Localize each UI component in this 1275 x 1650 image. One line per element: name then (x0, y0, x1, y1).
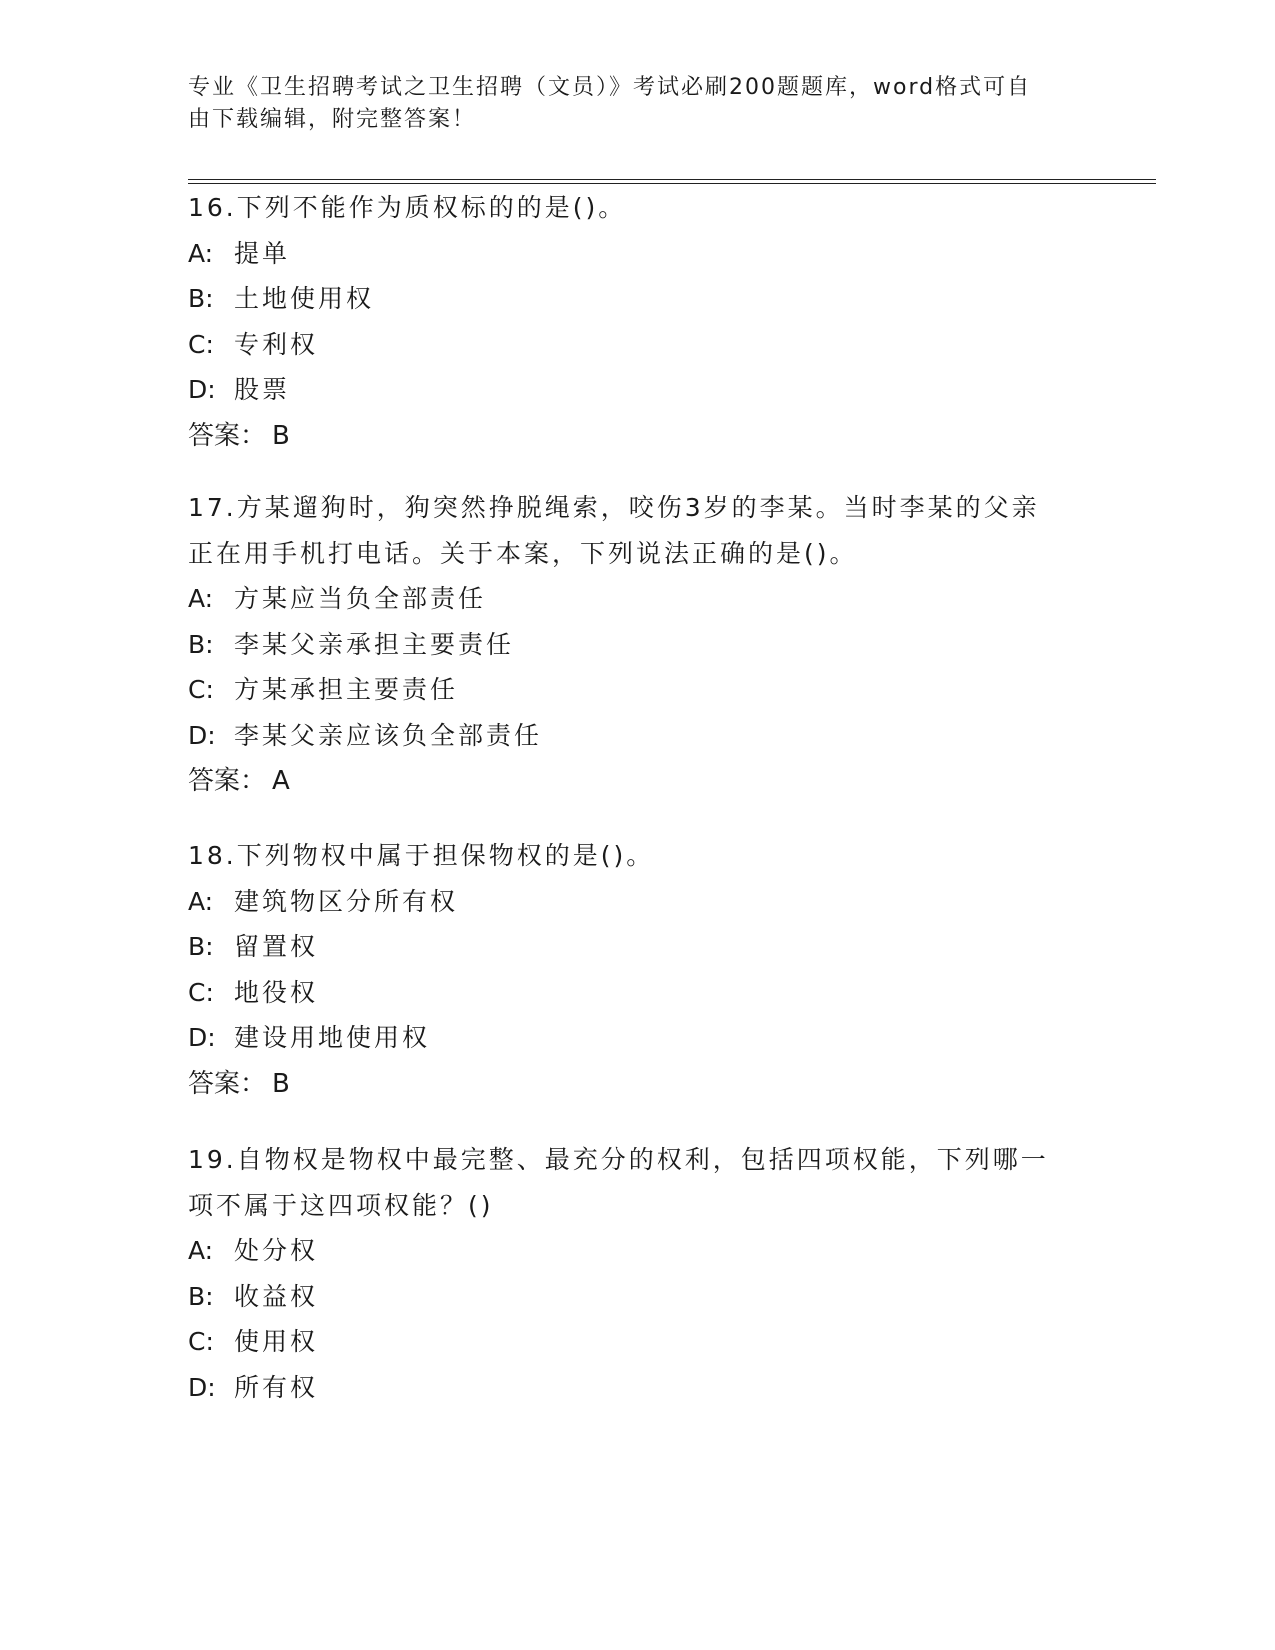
option-label: C: (188, 1327, 214, 1356)
option-b (188, 924, 1088, 970)
option-c (188, 322, 1088, 368)
option-a (188, 879, 1088, 925)
answer-label: 答案： (188, 1068, 267, 1099)
option-text: 方某应当负全部责任 (234, 584, 487, 613)
option-text: 股票 (234, 375, 291, 404)
option-text: 提单 (234, 238, 291, 268)
option-text: 使用权 (234, 1327, 319, 1356)
option-text: 所有权 (234, 1372, 319, 1402)
header-divider (188, 179, 1156, 180)
option-label: B: (188, 629, 214, 659)
option-text: 收益权 (234, 1281, 319, 1311)
option-text: 处分权 (234, 1236, 319, 1265)
question-stem (188, 833, 1088, 879)
option-b (188, 276, 1088, 322)
option-text: 专利权 (234, 329, 319, 359)
option-b (188, 622, 1088, 668)
option-label: B: (188, 1281, 214, 1311)
stem-line: 16.下列不能作为质权标的的是()。 (188, 193, 627, 222)
option-c (188, 667, 1088, 713)
option-text: 李某父亲承担主要责任 (234, 629, 515, 659)
answer-label: 答案： (188, 420, 267, 451)
option-text: 建设用地使用权 (234, 1023, 431, 1052)
answer-line (188, 758, 1088, 804)
option-label: D: (188, 1372, 216, 1402)
stem-line: 项不属于这四项权能？() (188, 1190, 494, 1220)
header-line-2: 由下载编辑，附完整答案！ (188, 107, 477, 132)
question-stem (188, 185, 1088, 231)
answer-value: B (272, 420, 290, 451)
option-d (188, 713, 1088, 759)
option-label: B: (188, 284, 214, 313)
answer-label: 答案： (188, 766, 267, 796)
option-c (188, 970, 1088, 1016)
answer-value: A (272, 766, 290, 796)
option-c (188, 1319, 1088, 1365)
option-text: 方某承担主要责任 (234, 675, 459, 704)
option-label: C: (188, 329, 214, 359)
question-17 (188, 485, 1088, 804)
header-divider-double (188, 183, 1156, 184)
option-label: A: (188, 584, 214, 613)
option-label: D: (188, 720, 216, 750)
option-label: C: (188, 675, 214, 704)
header-line-1: 专业《卫生招聘考试之卫生招聘（文员）》考试必刷200题题库，word格式可自 (188, 75, 1032, 100)
question-stem (188, 1137, 1088, 1228)
option-label: D: (188, 1023, 216, 1052)
option-a (188, 231, 1088, 277)
question-16 (188, 185, 1088, 459)
option-label: B: (188, 932, 214, 961)
option-b (188, 1274, 1088, 1320)
question-19 (188, 1137, 1088, 1410)
question-stem (188, 485, 1088, 576)
option-a (188, 1228, 1088, 1274)
answer-value: B (272, 1068, 290, 1099)
answer-line (188, 1061, 1088, 1107)
option-a (188, 576, 1088, 622)
option-text: 李某父亲应该负全部责任 (234, 720, 543, 750)
stem-line: 正在用手机打电话。关于本案，下列说法正确的是()。 (188, 538, 858, 568)
option-text: 土地使用权 (234, 284, 375, 313)
option-label: A: (188, 1236, 214, 1265)
option-d (188, 367, 1088, 413)
answer-line (188, 413, 1088, 459)
option-d (188, 1015, 1088, 1061)
option-d (188, 1365, 1088, 1411)
stem-line: 17.方某遛狗时，狗突然挣脱绳索，咬伤3岁的李某。当时李某的父亲 (188, 493, 1040, 522)
option-text: 建筑物区分所有权 (234, 886, 459, 916)
option-label: D: (188, 375, 216, 404)
option-label: C: (188, 977, 214, 1007)
stem-line: 18.下列物权中属于担保物权的是()。 (188, 841, 655, 870)
option-text: 地役权 (234, 977, 319, 1007)
option-text: 留置权 (234, 932, 319, 961)
question-18 (188, 833, 1088, 1107)
stem-line: 19.自物权是物权中最完整、最充分的权利，包括四项权能，下列哪一 (188, 1145, 1049, 1174)
option-label: A: (188, 886, 214, 916)
document-header (188, 72, 1068, 136)
option-label: A: (188, 238, 214, 268)
